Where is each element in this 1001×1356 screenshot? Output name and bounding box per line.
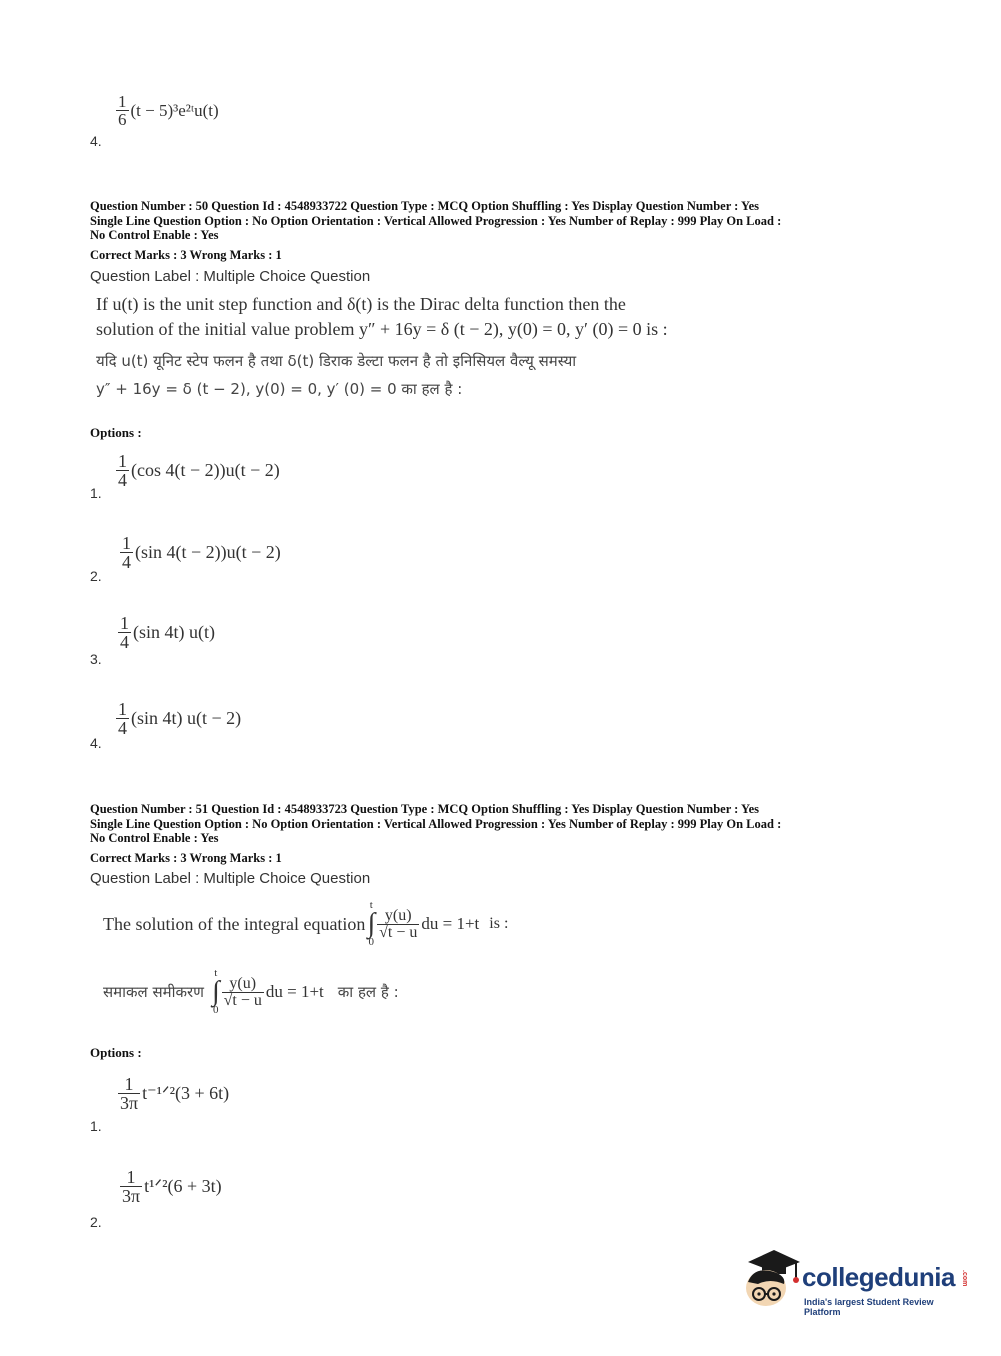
q51-option-1-expression[interactable]: $\frac{1}{3\pi}$ t⁻¹ᐟ²(3 + 6t) [120,1074,230,1113]
q50-text-line2: solution of the initial value problem y″ + 16y = δ (t − 2), y(0) = 0, y′ (0) = 0 is : [96,319,668,339]
logo-name: collegedunia [802,1262,955,1292]
fraction: $\frac{1}{4}$ [118,451,127,490]
q50-marks: Correct Marks : 3 Wrong Marks : 1 [90,248,282,262]
q50-option-2-number: 2. [90,568,102,584]
integrand: $\frac{y(u)}{√t - u}$ [223,974,262,1009]
q51-option-2-expression[interactable]: $\frac{1}{3\pi}$ t¹ᐟ²(6 + 3t) [122,1167,222,1206]
q50-option-4-number: 4. [90,735,102,751]
q51-text: The solution of the integral equation t ∫ 0 $\frac{y(u)}{√t - u}$ du = 1+t is : [103,899,509,948]
q51-meta: Question Number : 51 Question Id : 4548933723 Question Type : MCQ Option Shuffling : Yes Display Question Number : Yes Single Line Question Option : No Option Orientation : Vertical Allowed Progression : Yes Number of Replay : 999 Play On Load : No Control Enable : Yes [90,802,782,845]
q50-option-1-number: 1. [90,485,102,501]
q50-options-heading: Options : [90,425,142,440]
q50-option-4-expression[interactable]: $\frac{1}{4}$ (sin 4t) u(t − 2) [118,699,242,738]
prev-option-4-expression: $\frac{1}{6}$ (t − 5)³e²ᵗu(t) [118,92,219,129]
collegedunia-logo [740,1248,970,1318]
q50-option-1-expression[interactable]: $\frac{1}{4}$ (cos 4(t − 2))u(t − 2) [118,451,280,490]
logo-tagline: India's largest Student Review Platform [804,1297,934,1317]
q50-label: Question Label : Multiple Choice Question [90,268,371,285]
q51-hindi-text: समाकल समीकरण t ∫ 0 $\frac{y(u)}{√t - u}$ du = 1+t का हल है : [103,967,399,1016]
integrand: $\frac{y(u)}{√t - u}$ [379,906,418,941]
fraction: $\frac{1}{6}$ [118,92,127,129]
logo-suffix: .com [961,1270,968,1287]
integral: t ∫ 0 [211,967,220,1016]
q51-marks: Correct Marks : 3 Wrong Marks : 1 [90,851,282,865]
fraction: $\frac{1}{3\pi}$ [120,1074,139,1113]
prev-option-4-number: 4. [90,133,102,149]
q50-option-2-expression[interactable]: $\frac{1}{4}$ (sin 4(t − 2))u(t − 2) [122,533,281,572]
q50-hindi-line2: y″ + 16y = δ (t − 2), y(0) = 0, y′ (0) = 0 का हल है : [96,380,463,398]
q50-text-line1: If u(t) is the unit step function and δ(t) is the Dirac delta function then the [96,294,626,314]
q50-option-3-number: 3. [90,651,102,667]
q51-label: Question Label : Multiple Choice Question [90,870,371,887]
fraction: $\frac{1}{4}$ [118,699,127,738]
q51-options-heading: Options : [90,1045,142,1060]
fraction: $\frac{1}{4}$ [120,613,129,652]
integral: t ∫ 0 [367,899,376,948]
q50-hindi-line1: यदि u(t) यूनिट स्टेप फलन है तथा δ(t) डिराक डेल्टा फलन है तो इनिसियल वैल्यू समस्या [96,352,577,370]
fraction: $\frac{1}{3\pi}$ [122,1167,141,1206]
q51-option-1-number: 1. [90,1118,102,1134]
q50-meta: Question Number : 50 Question Id : 4548933722 Question Type : MCQ Option Shuffling : Yes Display Question Number : Yes Single Line Question Option : No Option Orientation : Vertical Allowed Progression : Yes Number of Replay : 999 Play On Load : No Control Enable : Yes [90,199,782,242]
mascot-icon [740,1248,802,1312]
fraction: $\frac{1}{4}$ [122,533,131,572]
q51-option-2-number: 2. [90,1214,102,1230]
q50-option-3-expression[interactable]: $\frac{1}{4}$ (sin 4t) u(t) [120,613,215,652]
